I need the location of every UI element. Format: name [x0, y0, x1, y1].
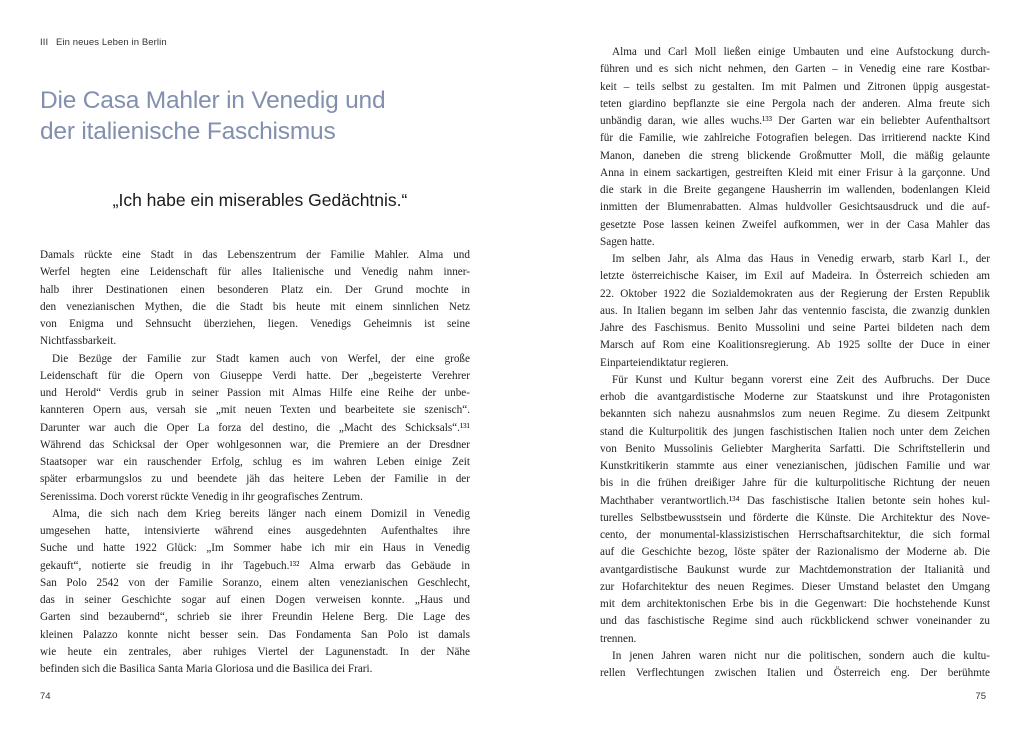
- text-line: cento, der monumental-klassizistischen Herrschaftsarchitektur, die sich formal: [600, 529, 990, 541]
- text-line: avantgardistische Baukunst wurde zur Machtdemonstration der Italianità und: [600, 563, 990, 576]
- text-line: kannteren Opern aus, versah sie „mit neuen Texten und bearbeitete sie szenisch“.: [40, 404, 470, 417]
- text-line: von Benito Mussolinis Geliebter Margherita Sarfatti. Die Schriftstellerin und: [600, 442, 990, 455]
- text-line: 22. Oktober 1922 die Sozialdemokraten aus der Regierung der Ersten Republik: [600, 287, 990, 300]
- text-line: gesetzte Pose lassen keinen Zweifel aufkommen, wer in der Casa Mahler das: [600, 218, 990, 231]
- text-line: Staatsoper war ein rauschender Erfolg, schlug es im wahren Leben einige Zeit: [40, 456, 470, 468]
- text-line: die stark in die Breite gegangene Hausherrin im wallenden, bodenlangen Kleid: [600, 184, 990, 196]
- text-line: stand die Kulturpolitik des jungen faschistischen Italien noch unter dem Zeichen: [600, 425, 990, 438]
- text-line: trennen.: [600, 632, 637, 645]
- text-line: Garten sind bezaubernd“, schrieb sie ihrer Freundin Helene Berg. Die Lage des: [40, 611, 470, 624]
- text-line: Sagen hatte.: [600, 235, 655, 248]
- text-line: rellen Verflechtungen zwischen Italien und Österreich eng. Der berühmte: [600, 667, 990, 679]
- text-line: für die Familie, wie zahlreiche Fotografien belegen. Das irritierend nackte Kind: [600, 132, 990, 145]
- text-line: teten giardino bepflanzte sie eine Pergola nach der anderen. Alma freute sich: [600, 97, 990, 110]
- text-line: turelles Selbstbewusstsein und förderte die Künste. Die Architektur des Nove-: [600, 511, 990, 524]
- text-line: Einparteiendiktatur regieren.: [600, 356, 729, 369]
- text-line: führen und es sich nicht nehmen, den Garten – in Venedig eine rare Kostbar-: [600, 63, 990, 76]
- text-line: Nichtfassbarkeit.: [40, 335, 117, 348]
- text-line: den venezianischen Mythen, die die Stadt bis heute mit einem sinnlichen Netz: [40, 300, 470, 313]
- text-line: Im selben Jahr, als Alma das Haus in Venedig erwarb, starb Karl I., der: [612, 253, 990, 265]
- text-line: unbändig daran, wie alles wuchs.¹³³ Der Garten war ein beliebter Aufenthaltsort: [600, 115, 990, 127]
- text-line: zur Hofarchitektur des neuen Regimes. Dieser Umstand belastet den Umgang: [600, 580, 990, 593]
- right-page: [510, 0, 1020, 740]
- text-line: bis in die frühen dreißiger Jahre für die kulturpolitische Richtung der neuen: [600, 477, 990, 490]
- text-line: bekannten sich nahezu ausnahmslos zum neuen Regime. Zu diesem Zeitpunkt: [600, 408, 990, 421]
- text-line: Serenissima. Doch vorerst rückte Venedig in ihr geografisches Zentrum.: [40, 490, 363, 503]
- text-line: In jenen Jahren waren nicht nur die politischen, sondern auch die kultu-: [612, 649, 990, 662]
- text-line: halb ihrer Destinationen einen besonderen Platz ein. Der Grund mochte in: [40, 283, 470, 296]
- text-line: gekauft“, notierte sie freudig in ihr Tagebuch.¹³² Alma erwarb das Gebäude in: [40, 559, 470, 572]
- chapter-name: Ein neues Leben in Berlin: [55, 37, 167, 48]
- body-text: [40, 247, 470, 678]
- running-head: [40, 37, 167, 48]
- text-line: Alma und Carl Moll ließen einige Umbauten und eine Aufstockung durch-: [612, 46, 990, 58]
- text-line: und Herold“ Verdis grub in seiner Passion mit Almas Hilfe eine Reihe der unbe-: [40, 387, 470, 399]
- chapter-number: III: [40, 37, 49, 48]
- text-line: umgesehen hatte, intensivierte während eines ausgedehnten Aufenthaltes ihre: [40, 525, 470, 537]
- text-line: auf die Geschichte bezog, löste später der Razionalismo der Moderne ab. Die: [600, 546, 990, 559]
- text-line: später erbarmungslos zu und beendete jäh das heitere Leben der Familie in der: [40, 473, 470, 486]
- text-line: Während das Schicksal der Oper wohlgesonnen war, die Premiere an der Dresdner: [40, 438, 470, 451]
- text-line: Marsch auf Rom eine Koalitionsregierung. Ab 1925 sollte der Duce in einer: [600, 339, 990, 352]
- text-line: kleinen Palazzo konnte nicht besser sein. Das Fondamenta San Polo ist damals: [40, 628, 470, 641]
- page-number: 75: [975, 691, 986, 702]
- text-line: Leidenschaft für die Opern von Giuseppe Verdi hatte. Der „begeisterte Verehrer: [40, 369, 470, 382]
- chapter-title-line: Die Casa Mahler in Venedig und: [40, 87, 386, 114]
- text-line: Darunter war auch die Oper La forza del destino, die „Macht des Schicksals“.¹³¹: [40, 421, 470, 434]
- text-line: Kunstkritikerin stammte aus einer venezianischen, jüdischen Familie und war: [600, 460, 990, 472]
- text-line: Anna in einem sackartigen, gestreiften Kleid mit einer Frisur à la garçonne. Und: [600, 166, 990, 179]
- text-line: wie heute ein zentrales, aber ruhiges Viertel der Lagunenstadt. In der Nähe: [40, 645, 470, 658]
- text-line: San Polo 2542 von der Familie Soranzo, einem alten venezianischen Geschlecht,: [40, 576, 470, 589]
- text-line: keit – teils selbst zu gestalten. Im mit Palmen und Zitronen üppig ausgestat-: [600, 80, 990, 93]
- epigraph: „Ich habe ein miserables Gedächtnis.“: [112, 190, 408, 210]
- text-line: Alma, die sich nach dem Krieg bereits länger nach einem Domizil in Venedig: [52, 507, 470, 520]
- text-line: inmitten der Blumenrabatten. Almas huldvoller Gesichtsausdruck und die auf-: [600, 201, 990, 214]
- text-line: Damals rückte eine Stadt in das Lebenszentrum der Familie Mahler. Alma und: [40, 249, 470, 261]
- body-text: [600, 44, 990, 682]
- text-line: Werfel hegten eine Leidenschaft für alles Italienische und Venedig nahm inner-: [40, 266, 470, 279]
- chapter-title: [40, 85, 480, 147]
- text-line: Machthaber verantwortlich.¹³⁴ Das faschistische Italien betonte sein hohes kul-: [600, 494, 990, 507]
- text-line: das in seiner Geschichte sogar auf einen Dogen verweisen konnte. „Haus und: [40, 594, 470, 606]
- text-line: Die Bezüge der Familie zur Stadt kamen auch von Werfel, der eine große: [52, 352, 470, 365]
- text-line: Suche und hatte 1922 Glück: „Im Sommer habe ich mir ein Haus in Venedig: [40, 542, 470, 555]
- text-line: aus. In Italien begann im selben Jahr das ventennio fascista, die zwanzig dunklen: [600, 304, 990, 317]
- text-line: von Enigma und Sehnsucht überziehen, liegen. Venedigs Geheimnis ist seine: [40, 318, 470, 330]
- text-line: Manon, daneben die streng blickende Großmutter Moll, die mäßig gelaunte: [600, 149, 990, 162]
- page-number: 74: [40, 691, 51, 702]
- text-line: mit dem architektonischen Erbe bis in die Gegenwart: Die hochstehende Kunst: [600, 598, 990, 610]
- text-line: befinden sich die Basilica Santa Maria Gloriosa und die Basilica dei Frari.: [40, 663, 373, 675]
- chapter-title-line: der italienische Faschismus: [40, 118, 336, 145]
- text-line: Jahre des Faschismus. Benito Mussolini und seine Partei bildeten nach dem: [600, 322, 990, 334]
- text-line: und das faschistische Regime sind auch rückblickend schwer voneinander zu: [600, 615, 990, 628]
- text-line: erhob die avantgardistische Moderne zur Staatskunst und ihre Protagonisten: [600, 391, 990, 403]
- text-line: Für Kunst und Kultur begann vorerst eine Zeit des Aufbruchs. Der Duce: [612, 373, 990, 386]
- text-line: letzte österreichische Kaiser, im Exil auf Madeira. In Österreich schieden am: [600, 270, 990, 283]
